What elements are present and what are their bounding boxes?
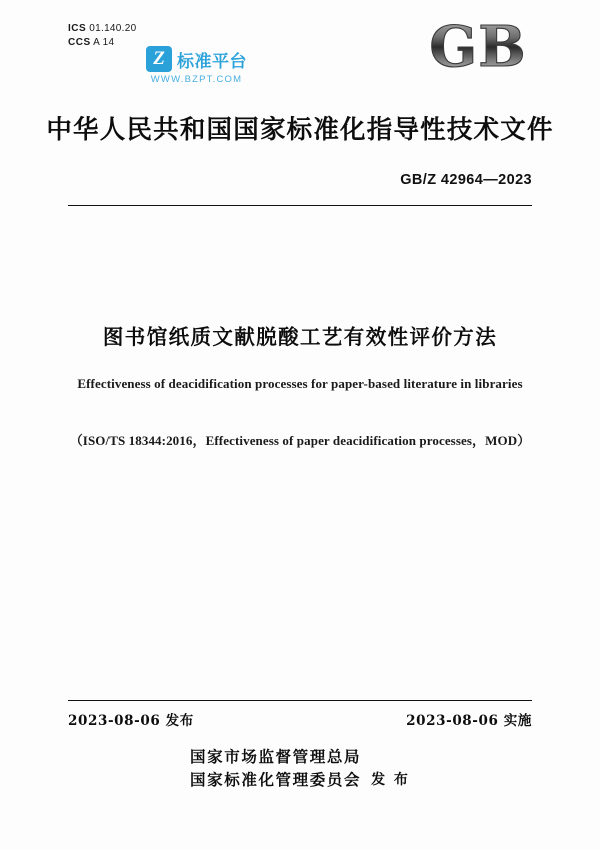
classification-codes	[68, 22, 136, 50]
watermark-label: 标准平台	[177, 51, 247, 71]
issue-date: 2023-08-06 发布	[68, 713, 194, 729]
issuer-action-label: 发 布	[371, 772, 410, 788]
document-title-chinese: 图书馆纸质文献脱酸工艺有效性评价方法	[102, 325, 498, 349]
ccs-label: CCS	[68, 37, 91, 48]
watermark-url: WWW.BZPT.COM	[150, 74, 243, 85]
standard-number: GB/Z 42964—2023	[400, 172, 532, 188]
header-divider	[68, 205, 532, 206]
page-header	[68, 16, 532, 112]
watermark-badge-icon: Z	[146, 46, 172, 72]
svg-text:GB: GB	[429, 16, 527, 78]
document-title-english: Effectiveness of deacidification processes for paper-based literature in libraries	[77, 376, 523, 391]
ics-line	[68, 22, 136, 36]
watermark-logo	[146, 46, 247, 85]
footer-divider	[68, 700, 532, 701]
ccs-value: A 14	[93, 37, 115, 48]
document-iso-reference: （ISO/TS 18344:2016，Effectiveness of paper deacidification processes，MOD）	[69, 433, 531, 448]
issuer-line-2: 国家标准化管理委员会	[190, 770, 362, 789]
page-title: 中华人民共和国国家标准化指导性技术文件	[46, 115, 554, 145]
issuer-line-1: 国家市场监督管理总局	[190, 747, 362, 766]
ics-value: 01.140.20	[89, 23, 137, 34]
gb-emblem-icon	[424, 16, 532, 78]
ccs-line	[68, 36, 136, 50]
watermark-row	[146, 46, 247, 72]
implementation-date: 2023-08-06 实施	[406, 713, 532, 729]
ics-label: ICS	[68, 23, 87, 34]
issuing-authority	[0, 745, 600, 791]
issuer-names	[190, 745, 361, 791]
